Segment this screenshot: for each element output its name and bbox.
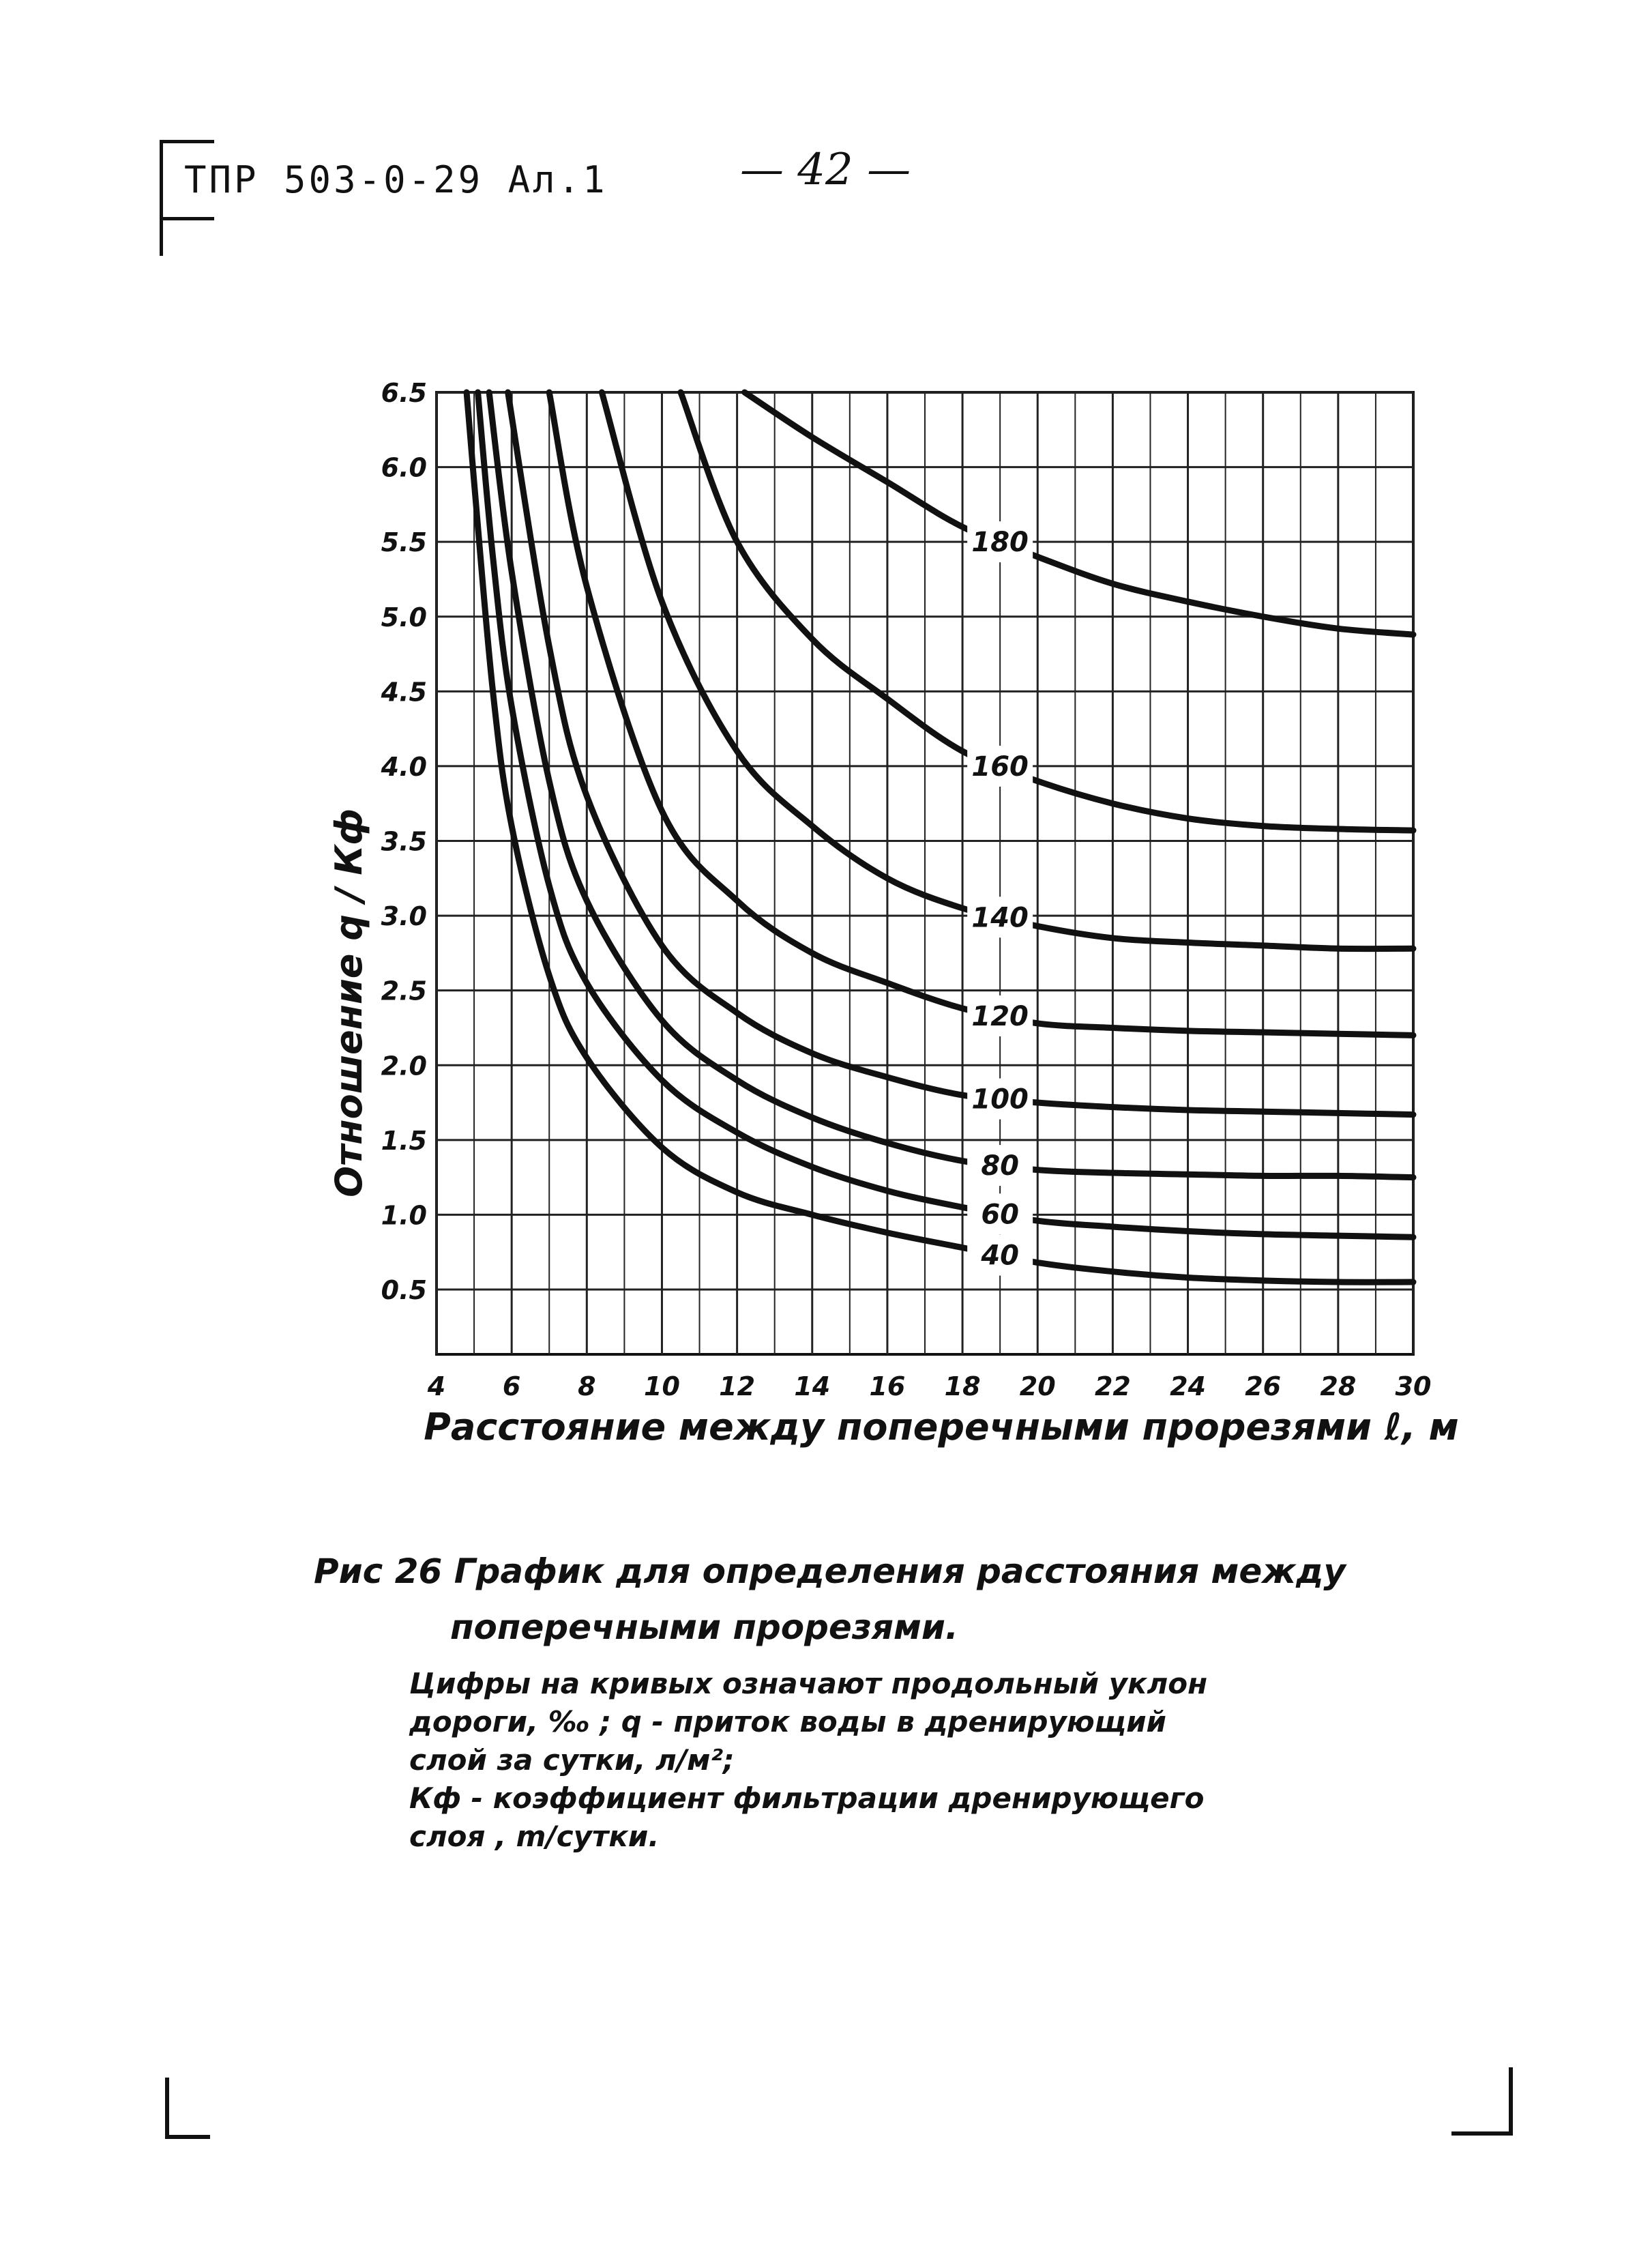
y-tick-label: 1.5 (381, 1125, 427, 1156)
y-tick-label: 2.5 (381, 976, 427, 1006)
x-axis-title: Расстояние между поперечными прорезями ℓ, м (424, 1406, 1459, 1448)
figure-note-line: Цифры на кривых означают продольный уклон (409, 1667, 1208, 1700)
y-tick-label: 6.5 (381, 378, 427, 408)
curve-label-160: 160 (971, 751, 1029, 783)
curve-slope-40 (467, 392, 1413, 1282)
y-tick-label: 6.0 (381, 452, 427, 483)
curve-slope-180 (745, 392, 1413, 635)
x-tick-label: 6 (502, 1371, 521, 1401)
page-number: — 42 — (739, 145, 911, 195)
chart-grid (437, 392, 1413, 1354)
x-tick-label: 8 (578, 1371, 596, 1401)
curve-label-140: 140 (971, 902, 1029, 934)
chart-curves (467, 392, 1413, 1282)
x-tick-label: 12 (719, 1371, 756, 1401)
y-tick-label: 3.5 (381, 826, 427, 857)
curve-label-100: 100 (971, 1083, 1029, 1116)
x-tick-label: 18 (944, 1371, 981, 1401)
y-tick-label: 1.0 (381, 1200, 427, 1231)
frame-corner-bottom-right-vertical (1509, 2067, 1513, 2136)
figure-caption (314, 1543, 1473, 1655)
y-axis-title: Отношение q / Кф (327, 809, 370, 1197)
figure-note-line: Кф - коэффициент фильтрации дренирующего (409, 1781, 1205, 1815)
x-axis-ticks (427, 1371, 1432, 1401)
x-tick-label: 20 (1019, 1371, 1056, 1401)
y-tick-label: 5.5 (381, 527, 427, 558)
x-tick-label: 14 (794, 1371, 831, 1401)
figure-note-line: слой за сутки, л/м²; (409, 1743, 735, 1777)
y-tick-label: 2.0 (381, 1051, 427, 1081)
x-tick-label: 26 (1245, 1371, 1282, 1401)
curve-slope-80 (489, 392, 1413, 1178)
x-tick-label: 30 (1395, 1371, 1432, 1401)
curve-slope-140 (602, 392, 1413, 949)
figure-caption-line-2: поперечными прорезями. (450, 1607, 958, 1647)
figure-note-line: дороги, ‰ ; q - приток воды в дренирующий (409, 1705, 1166, 1738)
curve-label-60: 60 (981, 1199, 1019, 1231)
curve-slope-120 (549, 392, 1413, 1035)
curve-label-40: 40 (981, 1240, 1019, 1272)
curve-label-180: 180 (971, 527, 1029, 559)
figure-note-line: слоя , m/сутки. (409, 1820, 660, 1853)
y-tick-label: 4.0 (381, 751, 427, 782)
curve-slope-160 (681, 392, 1413, 830)
y-axis-ticks (381, 378, 427, 1305)
x-tick-label: 22 (1094, 1371, 1131, 1401)
y-tick-label: 5.0 (381, 602, 427, 632)
x-tick-label: 4 (427, 1371, 446, 1401)
x-tick-label: 16 (869, 1371, 906, 1401)
frame-corner-bottom-left-vertical (165, 2078, 169, 2139)
y-tick-label: 0.5 (381, 1275, 427, 1305)
x-tick-label: 24 (1170, 1371, 1206, 1401)
x-tick-label: 28 (1320, 1371, 1357, 1401)
curve-label-120: 120 (971, 1000, 1029, 1032)
figure-caption-line-1: Рис 26 График для определения расстояния между (314, 1552, 1346, 1591)
frame-corner-bottom-left-horizontal (165, 2135, 210, 2139)
document-code: ТПР 503-0-29 Ал.1 (184, 158, 608, 201)
y-tick-label: 4.5 (381, 677, 427, 708)
curve-label-80: 80 (981, 1150, 1019, 1182)
figure-note (409, 1665, 1473, 1856)
x-tick-label: 10 (644, 1371, 680, 1401)
frame-corner-bottom-right-horizontal (1451, 2131, 1513, 2136)
y-tick-label: 3.0 (381, 901, 427, 932)
